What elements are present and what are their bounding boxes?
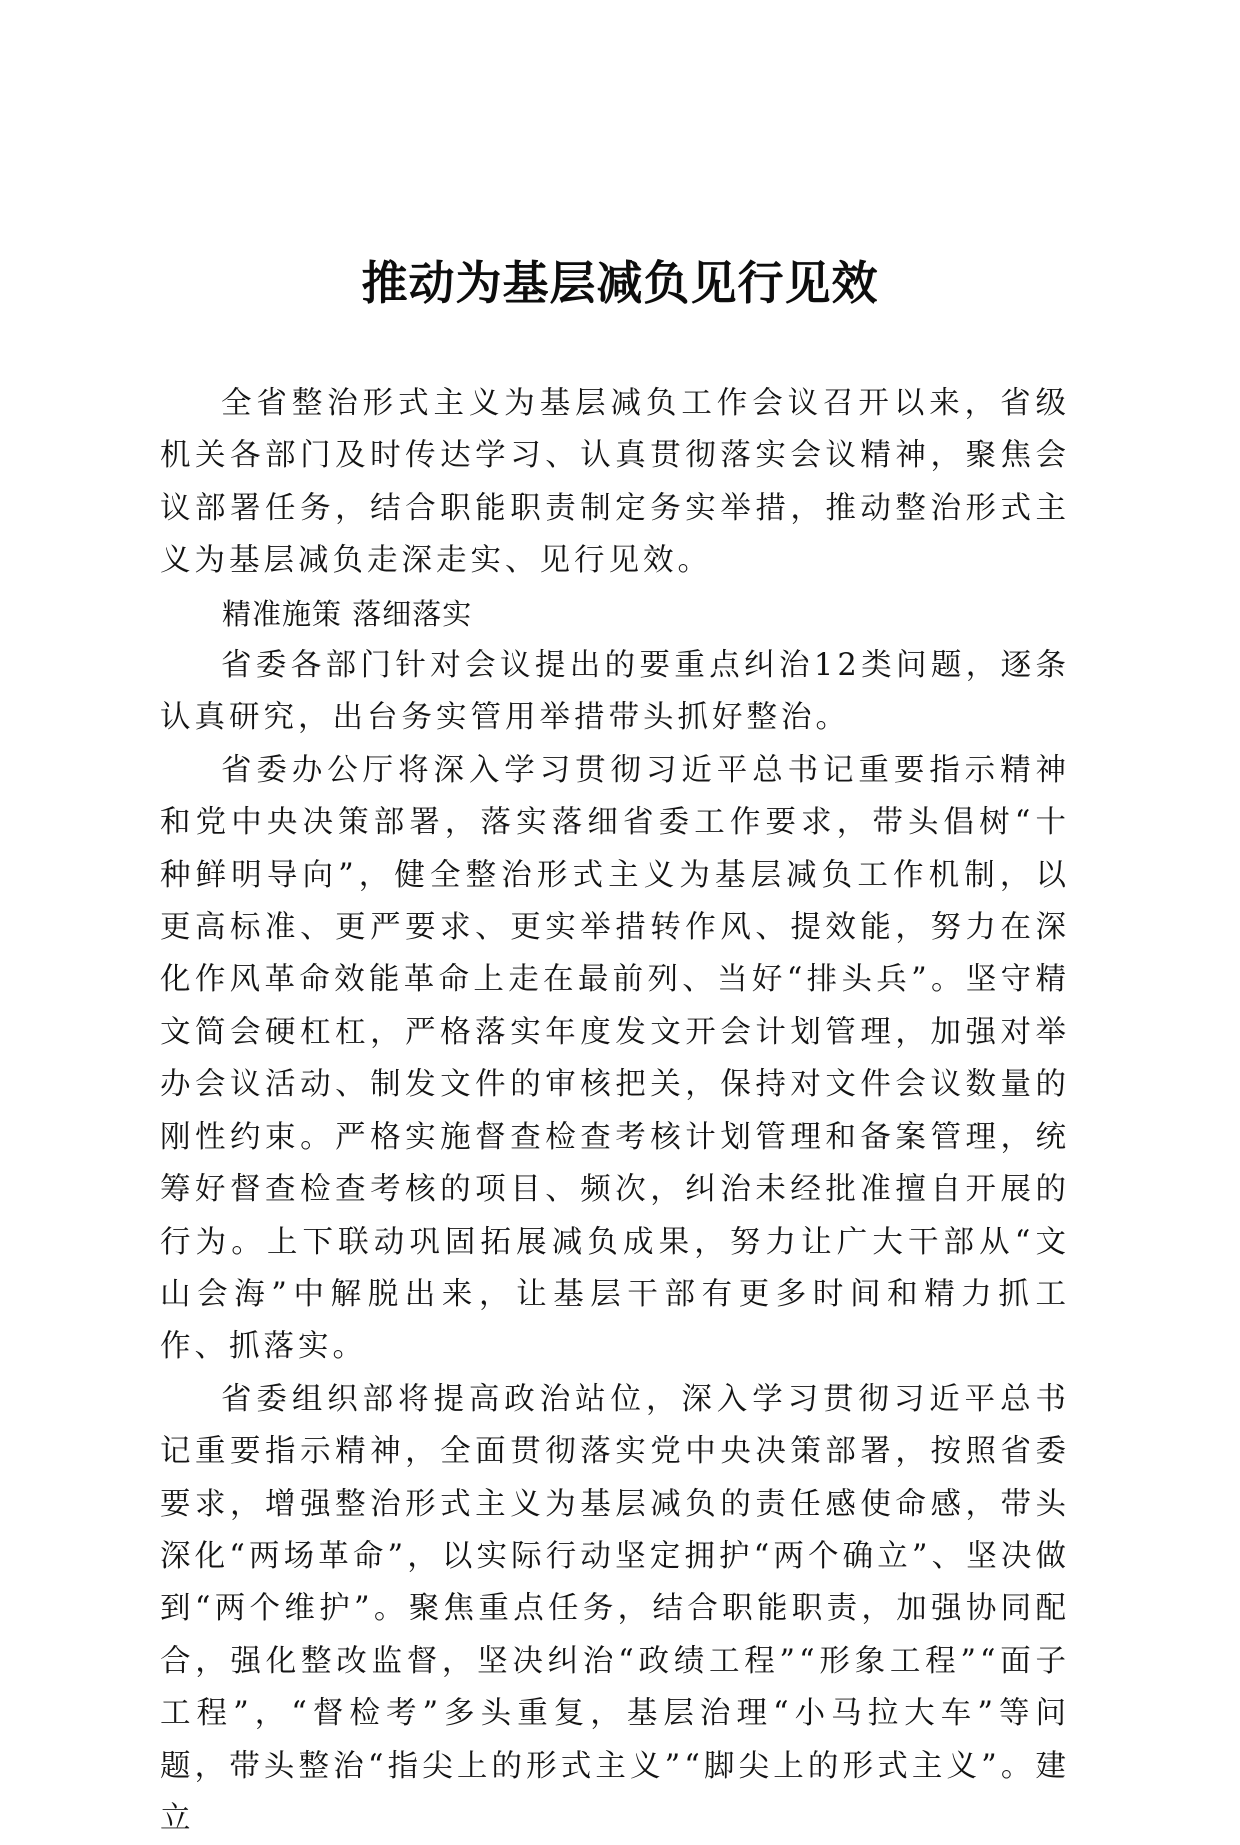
section-paragraph-1: 省委各部门针对会议提出的要重点纠治12类问题，逐条认真研究，出台务实管用举措带头抓好整治。	[160, 648, 1070, 736]
section-paragraph-2: 省委办公厅将深入学习贯彻习近平总书记重要指示精神和党中央决策部署，落实落细省委工作要求，带头倡树“十种鲜明导向”，健全整治形式主义为基层减负工作机制，以更高标准、更严要求、更实举措转作风、提效能，努力在深化作风革命效能革命上走在最前列、当好“排头兵”。坚守精文简会硬杠杠，严格落实年度发文开会计划管理，加强对举办会议活动、制发文件的审核把关，保持对文件会议数量的刚性约束。严格实施督查检查考核计划管理和备案管理，统筹好督查检查考核的项目、频次，纠治未经批准擅自开展的行为。上下联动巩固拓展减负成果，努力让广大干部从“文山会海”中解脱出来，让基层干部有更多时间和精力抓工作、抓落实。	[160, 752, 1070, 1365]
intro-paragraph: 全省整治形式主义为基层减负工作会议召开以来，省级机关各部门及时传达学习、认真贯彻落实会议精神，聚焦会议部署任务，结合职能职责制定务实举措，推动整治形式主义为基层减负走深走实、见行见效。	[160, 386, 1070, 579]
document-title: 推动为基层减负见行见效	[361, 256, 879, 310]
section-paragraph-3: 省委组织部将提高政治站位，深入学习贯彻习近平总书记重要指示精神，全面贯彻落实党中央决策部署，按照省委要求，增强整治形式主义为基层减负的责任感使命感，带头深化“两场革命”，以实际行动坚定拥护“两个确立”、坚决做到“两个维护”。聚焦重点任务，结合职能职责，加强协同配合，强化整改监督，坚决纠治“政绩工程”“形象工程”“面子工程”，“督检考”多头重复，基层治理“小马拉大车”等问题，带头整治“指尖上的形式主义”“脚尖上的形式主义”。建立	[160, 1381, 1070, 1836]
document-body	[160, 378, 1070, 1845]
section-heading: 精准施策 落细落实	[222, 596, 473, 631]
